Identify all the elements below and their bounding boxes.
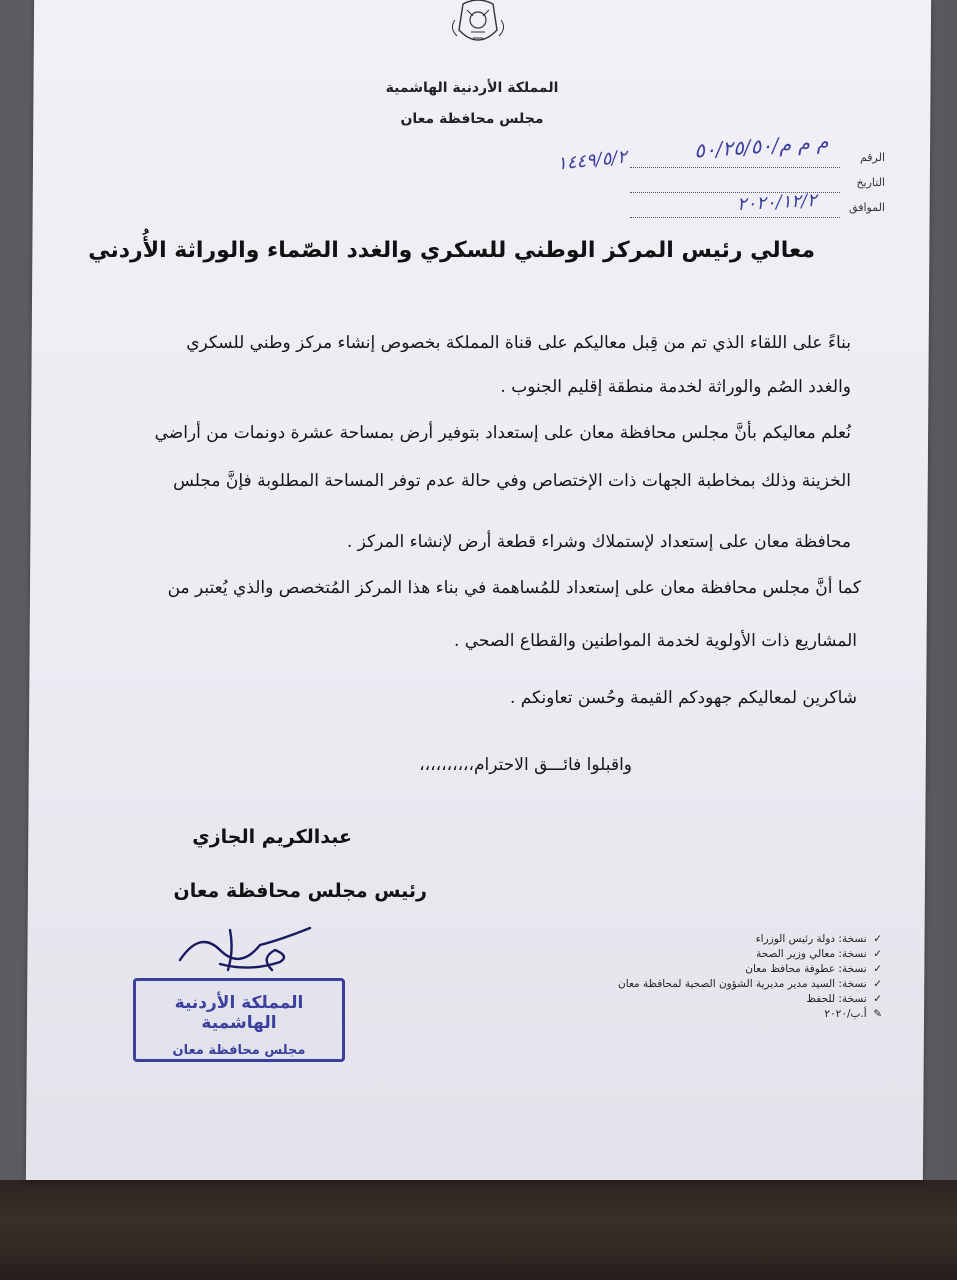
number-label: الرقم bbox=[859, 151, 885, 164]
corresponding-handwritten: ٢٠٢٠/١٢/٢ bbox=[736, 189, 818, 216]
number-rule bbox=[630, 167, 840, 168]
corresponding-rule bbox=[630, 217, 840, 218]
paragraph-2-line-3: محافظة معان على إستعداد لإستملاك وشراء قطعة أرض لإنشاء المركز . bbox=[346, 532, 851, 552]
coat-of-arms-emblem bbox=[443, 0, 513, 48]
paragraph-3-line-1: كما أنَّ مجلس محافظة معان على إستعداد للمُساهمة في بناء هذا المركز المُتخصص والذي يُعتبر من bbox=[167, 578, 861, 598]
check-icon: ✓ bbox=[873, 978, 882, 990]
stamp-line-2: مجلس محافظة معان bbox=[172, 1043, 306, 1058]
reference-code: أ.ب/٢٠٢٠ bbox=[824, 1008, 867, 1020]
header-kingdom: المملكة الأردنية الهاشمية bbox=[385, 80, 559, 96]
paragraph-1-line-1: بناءً على اللقاء الذي تم من قِبل معاليكم على قناة المملكة بخصوص إنشاء مركز وطني للسكري bbox=[186, 333, 851, 353]
copy-item: ✓ نسخة: السيد مدير مديرية الشؤون الصحية لمحافظة معان bbox=[618, 978, 882, 990]
date-handwritten: ١٤٤٩/٥/٢ bbox=[555, 146, 628, 175]
copies-list bbox=[618, 933, 882, 1023]
copy-item: ✓ نسخة: معالي وزير الصحة bbox=[756, 948, 882, 960]
copy-item: ✓ نسخة: للحفظ bbox=[806, 993, 882, 1005]
check-icon: ✓ bbox=[873, 963, 882, 975]
check-icon: ✓ bbox=[873, 933, 882, 945]
paragraph-2-line-1: نُعلم معاليكم بأنَّ مجلس محافظة معان على إستعداد بتوفير أرض بمساحة عشرة دونمات من أراضي bbox=[154, 423, 851, 443]
corresponding-label: الموافق bbox=[849, 201, 885, 214]
pen-icon: ✎ bbox=[873, 1008, 882, 1020]
date-label: التاريخ bbox=[856, 176, 885, 189]
copy-item: ✓ نسخة: دولة رئيس الوزراء bbox=[755, 933, 882, 945]
check-icon: ✓ bbox=[873, 948, 882, 960]
signatory-position: رئيس مجلس محافظة معان bbox=[173, 880, 427, 902]
paragraph-2-line-2: الخزينة وذلك بمخاطبة الجهات ذات الإختصاص وفي حالة عدم توفر المساحة المطلوبة فإنَّ مجلس bbox=[173, 471, 851, 491]
check-icon: ✓ bbox=[873, 993, 882, 1005]
number-handwritten: م م م/٥٠/٢٥/٥٠ bbox=[693, 129, 830, 163]
table-surface bbox=[0, 1180, 957, 1280]
paragraph-1-line-2: والغدد الصُم والوراثة لخدمة منطقة إقليم الجنوب . bbox=[500, 377, 851, 397]
closing-line: واقبلوا فائـــق الاحترام،،،،،،،،،، bbox=[419, 755, 632, 775]
official-stamp bbox=[133, 978, 345, 1062]
paragraph-4-line-1: شاكرين لمعاليكم جهودكم القيمة وحُسن تعاونكم . bbox=[509, 688, 857, 708]
copy-item bbox=[618, 1008, 882, 1023]
handwritten-signature bbox=[160, 920, 320, 980]
paragraph-3-line-2: المشاريع ذات الأولوية لخدمة المواطنين والقطاع الصحي . bbox=[453, 631, 857, 651]
letter-title: معالي رئيس المركز الوطني للسكري والغدد الصّماء والوراثة الأُردني bbox=[88, 238, 815, 263]
header-council: مجلس محافظة معان bbox=[400, 111, 544, 127]
stamp-line-1: المملكة الأردنية الهاشمية bbox=[174, 993, 304, 1033]
signatory-name: عبدالكريم الجازي bbox=[192, 826, 352, 848]
copy-item: ✓ نسخة: عطوفة محافظ معان bbox=[745, 963, 882, 975]
